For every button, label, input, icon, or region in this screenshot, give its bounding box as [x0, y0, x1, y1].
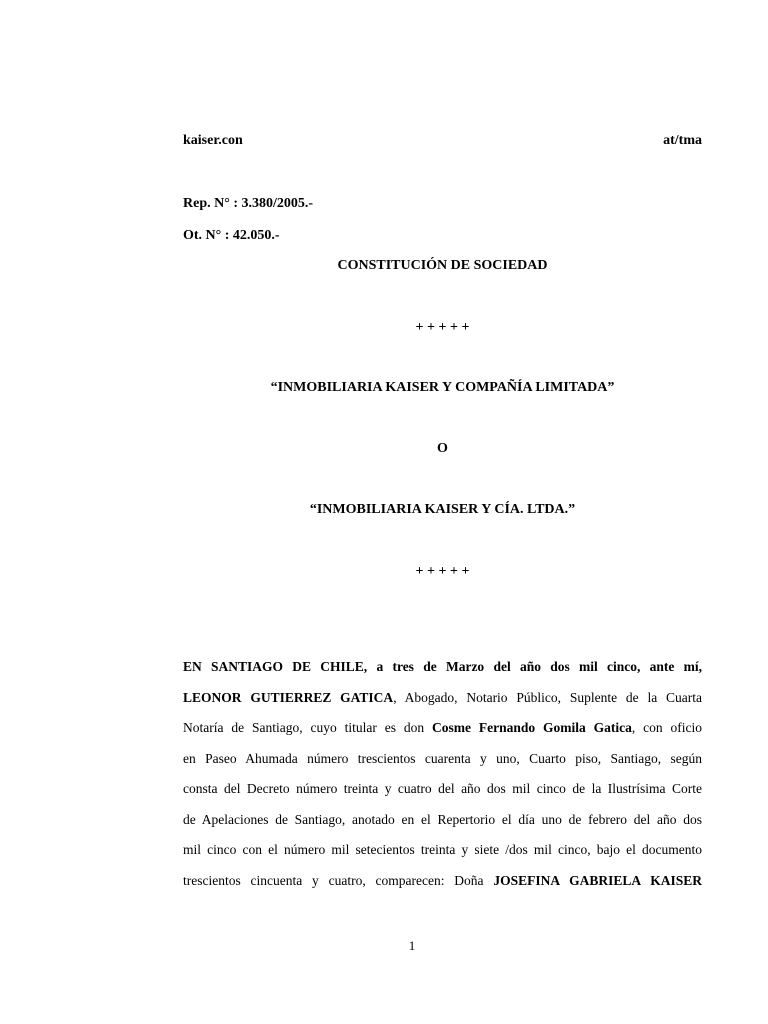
separator-top: + + + + + [415, 320, 470, 335]
body-line-2: LEONOR GUTIERREZ GATICA, Abogado, Notario Público, Suplente de la Cuarta [183, 689, 702, 705]
body-line-8: trescientos cincuenta y cuatro, comparecen: Doña JOSEFINA GABRIELA KAISER [183, 872, 702, 888]
body-line-1: EN SANTIAGO DE CHILE, a tres de Marzo del año dos mil cinco, ante mí, [183, 659, 702, 674]
deed-body [183, 652, 702, 896]
titular-name: Cosme Fernando Gomila Gatica [432, 720, 632, 735]
notary-name: LEONOR GUTIERREZ GATICA [183, 689, 394, 705]
header-file-name: kaiser.con [183, 133, 243, 148]
body-line-4: en Paseo Ahumada número trescientos cuarenta y uno, Cuarto piso, Santiago, según [183, 750, 702, 766]
body-line-3: Notaría de Santiago, cuyo titular es don Cosme Fernando Gomila Gatica, con oficio [183, 720, 703, 735]
connector: O [437, 441, 448, 456]
repertory-number: Rep. N° : 3.380/2005.- [183, 196, 314, 211]
body-line-6: de Apelaciones de Santiago, anotado en el Repertorio el día uno de febrero del año dos [183, 811, 702, 827]
header-initials: at/tma [663, 133, 702, 148]
body-line-7: mil cinco con el número mil setecientos treinta y siete /dos mil cinco, bajo el documento [183, 842, 702, 857]
separator-bottom: + + + + + [415, 564, 470, 579]
order-number: Ot. N° : 42.050.- [183, 228, 280, 243]
body-line-5: consta del Decreto número treinta y cuatro del año dos mil cinco de la Ilustrísima Corte [183, 781, 702, 796]
company-name: “INMOBILIARIA KAISER Y COMPAÑÍA LIMITADA” [270, 380, 615, 395]
document-title: CONSTITUCIÓN DE SOCIEDAD [337, 258, 548, 273]
appearing-party-name: JOSEFINA GABRIELA KAISER [493, 872, 702, 888]
page-number: 1 [408, 938, 416, 953]
company-short-name: “INMOBILIARIA KAISER Y CÍA. LTDA.” [309, 502, 576, 517]
